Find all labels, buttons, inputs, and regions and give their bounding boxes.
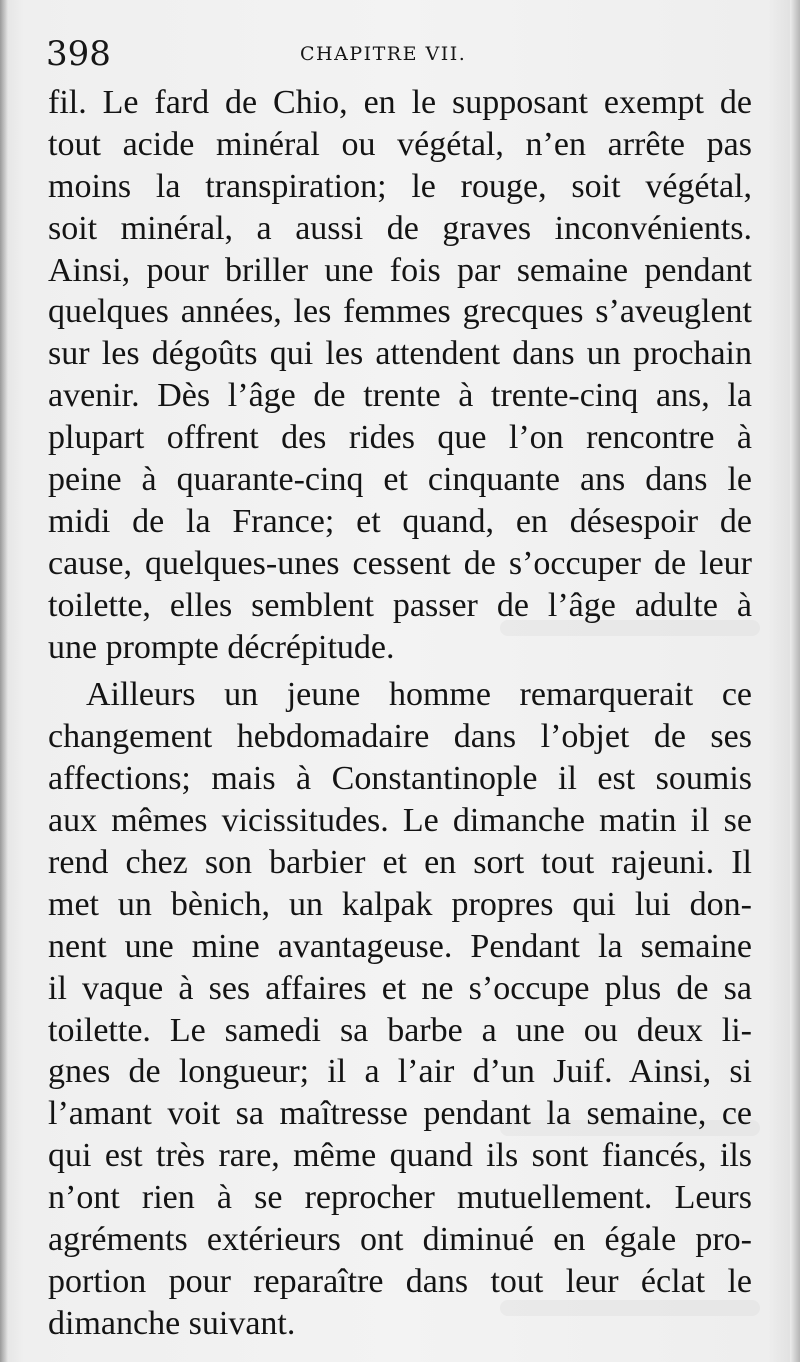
text-line: peine à quarante-cinq et cinquante ans dans le: [48, 461, 752, 499]
page-right-edge: [790, 0, 800, 1362]
text-line: qui est très rare, même quand ils sont fiancés, ils: [48, 1137, 752, 1175]
text-line: portion pour reparaître dans tout leur éclat le: [48, 1262, 752, 1300]
text-line: met un bènich, un kalpak propres qui lui don-: [48, 885, 752, 923]
text-line: nent une mine avantageuse. Pendant la semaine: [48, 927, 752, 965]
text-line: agréments extérieurs ont diminué en égale pro-: [48, 1221, 752, 1259]
paragraph-2: [48, 674, 752, 1344]
text-line: gnes de longueur; il a l’air d’un Juif. Ainsi, si: [48, 1053, 752, 1091]
text-line: aux mêmes vicissitudes. Le dimanche matin il se: [48, 802, 752, 840]
text-line: sur les dégoûts qui les attendent dans un prochain: [48, 335, 752, 373]
text-line: une prompte décrépitude.: [48, 628, 395, 666]
text-line: toilette, elles semblent passer de l’âge adulte à: [48, 586, 752, 624]
text-line: soit minéral, a aussi de graves inconvénients.: [48, 209, 752, 247]
text-line: affections; mais à Constantinople il est soumis: [48, 760, 752, 798]
text-line: midi de la France; et quand, en désespoir de: [48, 502, 752, 540]
text-line: toilette. Le samedi sa barbe a une ou deux li-: [48, 1011, 752, 1049]
text-line: fil. Le fard de Chio, en le supposant exempt de: [48, 84, 752, 121]
text-line: Ailleurs un jeune homme remarquerait ce: [86, 676, 752, 714]
text-line: moins la transpiration; le rouge, soit végétal,: [48, 167, 752, 205]
text-line: cause, quelques-unes cessent de s’occuper de leur: [48, 544, 752, 582]
text-line: rend chez son barbier et en sort tout rajeuni. Il: [48, 844, 752, 882]
text-line: plupart offrent des rides que l’on rencontre à: [48, 419, 752, 457]
running-head: [46, 30, 752, 74]
text-line: tout acide minéral ou végétal, n’en arrête pas: [48, 125, 752, 163]
text-line: dimanche suivant.: [48, 1304, 296, 1342]
text-line: l’amant voit sa maîtresse pendant la semaine, ce: [48, 1095, 752, 1133]
paragraph-1: [48, 82, 752, 668]
text-line: avenir. Dès l’âge de trente à trente-cinq ans, la: [48, 377, 752, 415]
text-line: changement hebdomadaire dans l’objet de ses: [48, 718, 752, 756]
text-line: Ainsi, pour briller une fois par semaine pendant: [48, 251, 752, 289]
text-line: quelques années, les femmes grecques s’aveuglent: [48, 293, 752, 331]
body-text: [48, 82, 752, 1345]
text-line: il vaque à ses affaires et ne s’occupe plus de sa: [48, 969, 752, 1007]
page-left-edge: [0, 0, 8, 1362]
text-line: n’ont rien à se reprocher mutuellement. Leurs: [48, 1179, 752, 1217]
page-number: 398: [46, 34, 111, 74]
chapter-title: CHAPITRE VII.: [300, 43, 467, 65]
